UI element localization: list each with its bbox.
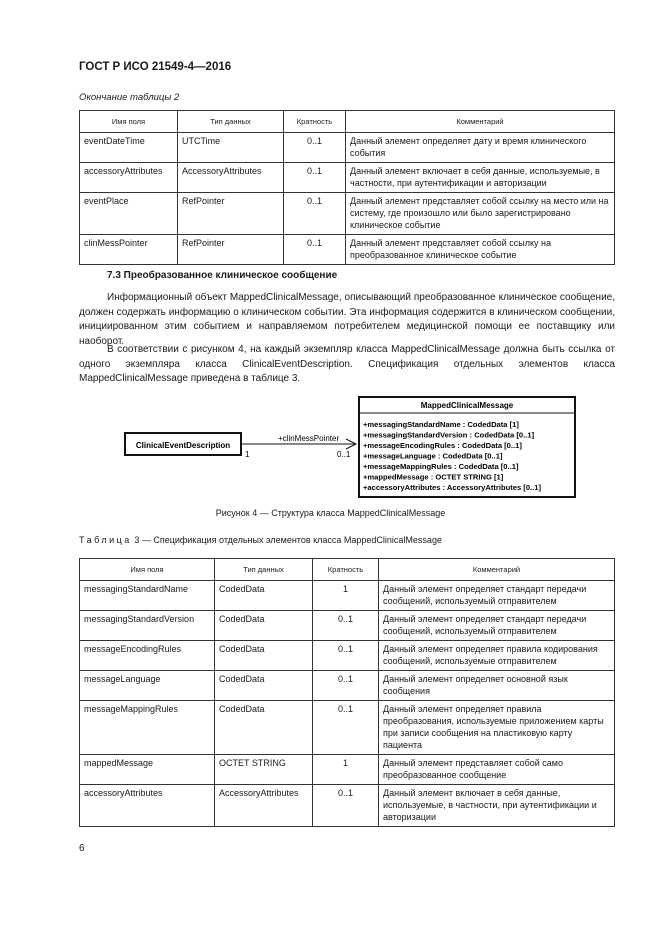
cell-multiplicity: 0..1	[284, 193, 346, 235]
cell-data-type: UTCTime	[178, 133, 284, 163]
figure-caption: Рисунок 4 — Структура класса MappedClinicalMessage	[215, 508, 446, 518]
column-header-name: Имя поля	[80, 111, 178, 133]
class-attribute: +messageLanguage : CodedData [0..1]	[363, 451, 503, 461]
association-role: +clinMessPointer	[278, 434, 340, 443]
table-3	[79, 558, 615, 827]
column-header-type: Тип данных	[215, 559, 313, 581]
cell-field-name: messagingStandardName	[80, 581, 215, 611]
cell-comment: Данный элемент определяет стандарт передачи сообщений, используемый отправителем	[379, 611, 615, 641]
class-name-target: MappedClinicalMessage	[420, 401, 514, 410]
cell-field-name: messagingStandardVersion	[80, 611, 215, 641]
table-row	[80, 785, 615, 827]
cell-data-type: AccessoryAttributes	[178, 163, 284, 193]
cell-multiplicity: 0..1	[313, 671, 379, 701]
cell-field-name: messageMappingRules	[80, 701, 215, 755]
table-row	[80, 755, 615, 785]
cell-field-name: accessoryAttributes	[80, 163, 178, 193]
cell-multiplicity: 0..1	[284, 163, 346, 193]
cell-field-name: mappedMessage	[80, 755, 215, 785]
table-row	[80, 581, 615, 611]
cell-data-type: CodedData	[215, 641, 313, 671]
class-attribute: +messagingStandardName : CodedData [1]	[363, 420, 519, 429]
cell-multiplicity: 1	[313, 755, 379, 785]
table-row	[80, 611, 615, 641]
cell-multiplicity: 0..1	[313, 611, 379, 641]
table-caption	[79, 535, 442, 545]
class-attribute: +mappedMessage : OCTET STRING [1]	[363, 472, 504, 482]
column-header-multiplicity: Кратность	[284, 111, 346, 133]
cell-comment: Данный элемент представляет собой само преобразованное сообщение	[379, 755, 615, 785]
cell-multiplicity: 0..1	[313, 785, 379, 827]
cell-data-type: CodedData	[215, 611, 313, 641]
cell-data-type: AccessoryAttributes	[215, 785, 313, 827]
cell-comment: Данный элемент определяет правила кодирования сообщений, используемые отправителем	[379, 641, 615, 671]
page-number: 6	[79, 843, 85, 854]
cell-multiplicity: 0..1	[313, 701, 379, 755]
source-multiplicity: 1	[245, 450, 250, 459]
cell-field-name: eventPlace	[80, 193, 178, 235]
section-heading: 7.3 Преобразованное клиническое сообщение	[107, 270, 338, 281]
class-attribute: +messagingStandardVersion : CodedData [0..1]	[363, 430, 535, 440]
cell-comment: Данный элемент определяет стандарт передачи сообщений, используемый отправителем	[379, 581, 615, 611]
class-attribute: +messageMappingRules : CodedData [0..1]	[363, 462, 519, 471]
cell-field-name: accessoryAttributes	[80, 785, 215, 827]
column-header-comment: Комментарий	[379, 559, 615, 581]
cell-multiplicity: 0..1	[313, 641, 379, 671]
class-attribute: +accessoryAttributes : AccessoryAttributes [0..1]	[363, 483, 542, 492]
cell-data-type: RefPointer	[178, 235, 284, 265]
class-name-source: ClinicalEventDescription	[135, 441, 231, 450]
document-header: ГОСТ Р ИСО 21549-4—2016	[79, 61, 232, 73]
column-header-name: Имя поля	[80, 559, 215, 581]
cell-multiplicity: 1	[313, 581, 379, 611]
column-header-type: Тип данных	[178, 111, 284, 133]
column-header-comment: Комментарий	[346, 111, 615, 133]
table-row	[80, 701, 615, 755]
cell-data-type: CodedData	[215, 581, 313, 611]
cell-comment: Данный элемент представляет собой ссылку на преобразованное клиническое событие	[346, 235, 615, 265]
cell-comment: Данный элемент определяет дату и время клинического события	[346, 133, 615, 163]
paragraph: Информационный объект MappedClinicalMessage, описывающий преобразованное клиническое сообщение, должен содержать информацию о клиническом событии. Эта информация содержится в клиническом сообщении, инициированном этим событием и направляемом потребителем медицинской помощи ее поставщику или наоборот.	[79, 292, 615, 347]
cell-field-name: messageEncodingRules	[80, 641, 215, 671]
table-caption-prefix: Таблица	[79, 535, 132, 545]
cell-data-type: CodedData	[215, 671, 313, 701]
target-multiplicity: 0..1	[337, 450, 351, 459]
table-caption-text: 3 — Спецификация отдельных элементов класса MappedClinicalMessage	[134, 535, 442, 545]
cell-data-type: RefPointer	[178, 193, 284, 235]
cell-field-name: messageLanguage	[80, 671, 215, 701]
cell-comment: Данный элемент представляет собой ссылку на место или на систему, где произошло или было зарегистрировано клиническое событие	[346, 193, 615, 235]
cell-field-name: clinMessPointer	[80, 235, 178, 265]
cell-multiplicity: 0..1	[284, 235, 346, 265]
cell-multiplicity: 0..1	[284, 133, 346, 163]
cell-comment: Данный элемент включает в себя данные, используемые, в частности, при аутентификации и авторизации	[346, 163, 615, 193]
cell-data-type: OCTET STRING	[215, 755, 313, 785]
paragraph: В соответствии с рисунком 4, на каждый экземпляр класса MappedClinicalMessage должна быть ссылка от одного экземпляра класса ClinicalEventDescription. Спецификация отдельных элементов класса MappedClinicalMessage приведена в таблице 3.	[79, 344, 615, 384]
table-header-row	[80, 559, 615, 581]
table-row	[80, 671, 615, 701]
cell-field-name: eventDateTime	[80, 133, 178, 163]
column-header-multiplicity: Кратность	[313, 559, 379, 581]
cell-comment: Данный элемент определяет основной язык сообщения	[379, 671, 615, 701]
cell-comment: Данный элемент включает в себя данные, используемые, в частности, при аутентификации и авторизации	[379, 785, 615, 827]
table-row	[80, 641, 615, 671]
cell-data-type: CodedData	[215, 701, 313, 755]
table-continuation-label: Окончание таблицы 2	[79, 92, 180, 103]
cell-comment: Данный элемент определяет правила преобразования, используемые приложением карты при записи сообщения на пластиковую карту пациента	[379, 701, 615, 755]
class-attribute: +messageEncodingRules : CodedData [0..1]	[363, 441, 522, 450]
